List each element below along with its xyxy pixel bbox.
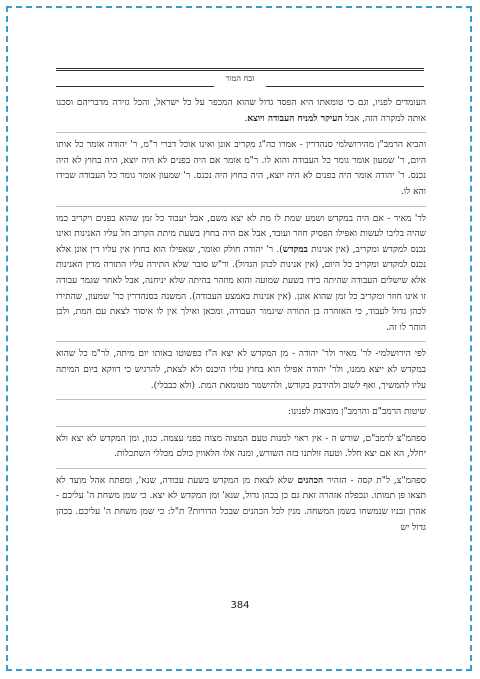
header-rule-right (266, 86, 424, 87)
emphasis: העיקר למניח העבודה ויוצא (247, 113, 343, 124)
header-rule-top (56, 68, 424, 69)
paragraph-divider (56, 132, 426, 133)
paragraph-divider (56, 206, 426, 207)
header-rule-left (56, 86, 214, 87)
paragraph-6: ספהמ"צ לרמב"ם, שורש ה - אין ראוי למנות טעם המצוה מצוה בפני עצמה. כגון, ומן המקדש לא יצא ולא יחלל, הא אם יצא חלל. וטעה זולתנו בזה השורש, ומנה אלו הלאווין כולם מכללי השתכלות. (56, 433, 426, 460)
paragraph-2: והביא הרמב"ן מהירושלמי סנהדרין - אמרו כה"ג מקריב אונן ואינו אוכל דברי ר"מ, ר' יהודה אומר כל אותו היום, ר' שמעון אומר גומר כל העבודה והוא לו. ר"מ אומר אם היה בפנים לא היה יוצא, היה בחוץ לא היה נכנס. ר' יהודה אומר היה בפנים לא היה יוצא, היה בחוץ היה נכנס. ר' שמעון אומר גומר כל העבודה שבידו והא לו. (56, 140, 426, 197)
paragraph-divider (56, 399, 426, 400)
page-header (56, 62, 424, 92)
paragraph-1: העומדים לפניו, וגם כי טומאתו היא הפסד גדול שהוא המכפר על כל ישראל, והכל גזירה מדבריהם וסכנו אותה למקרה הזה, אבל העיקר למניח העבודה ויוצא. (56, 98, 426, 124)
main-text (56, 96, 426, 536)
paragraph-3: לר' מאיר - אם היה במקדש ושמע שמת לו מת לא יצא משם, אבל יעבוד כל זמן שהוא בפנים ויקריב כמו שהיה בליבו לעשות ואפילו הפסיק חוזר ועובד, אבל אם היה בחוץ בשעת מיתת הקרוב חל עליו האנינות ואינו נכנס למקדש ומקריב, (אין אנינות במקדש). ר' יהודה חולק ואומר, שאפילו הוא בחוץ אין עליו דין אונן אלא נכנס למקדש ומקריב כל היום, (אין אנינות לכהן הגדול). ור"ש סובר שלא התירה עליו התורה מדין האנינות אלא שישלים העבודה שהיתה בידו בשעת שמועה והוא מוזהר בהיתה שלא יניחנה, אבל לאחר שגמר עבודה זו אינו חוזר ומקריב כל זמן שהוא אונן. (אין אנינות באמצע העבודה). המשנה בסנהדרין כר' שמעון, שהתירו לכהן גדול לעבוד, כי האזהרה בן התורה שיגמור העבודה, ומכאן ואילך אין לו איסור לצאת עם המת, ולכן הוהר לו זה. (56, 213, 426, 333)
paragraph-7: ספהמ"צ, ל"ת קסה - הזהיר הכהנים שלא לצאת מן המקדש בשעת עבודה, שנא', ומפתח אהל מועד לא תצאו פן תמותו. ונכפלה אזהרה זאת גם כן בכהן גדול, שנא' ומן המקדש לא יצא. כי שמן משחת ה' עליכם - אהרן ובניו שנמשחו בשמן המשחה. מנין לכל הכהנים שבכל הדורות? ת"ל: כי שמן משחת ה' עליכם. בכהן גדול יש (56, 475, 426, 533)
page-number: 384 (230, 600, 250, 611)
paragraph-divider (56, 426, 426, 427)
emphasis: הכהנים (297, 475, 324, 486)
paragraph-divider (56, 468, 426, 469)
paragraph-4: לפי הירושלמי- לר' מאיר ולר' יהודה - מן המקדש לא יצא ה"ז כפשוטו באותו יום מיתה, לר"מ כל שהוא במקדש לא ייצא ממנו, ולר' יהודה אפילו הוא בחוץ עליו היכנס ולא לצאת, להרגיש כי דווקא ביום המיתה עליו להמשיך, ואף לשוב ולהידבק בקודש, ולהישמר מטומאת המת. (ולא כבבלי). (56, 349, 426, 391)
paragraph-5: שיטות הרמב"ם והרמב"ן מובאות לפנינו: (287, 407, 426, 418)
emphasis: במקדש (282, 244, 308, 255)
header-rule-top-2 (56, 70, 424, 71)
paragraph-divider (56, 341, 426, 342)
running-head-title: זבח המור (225, 74, 255, 83)
